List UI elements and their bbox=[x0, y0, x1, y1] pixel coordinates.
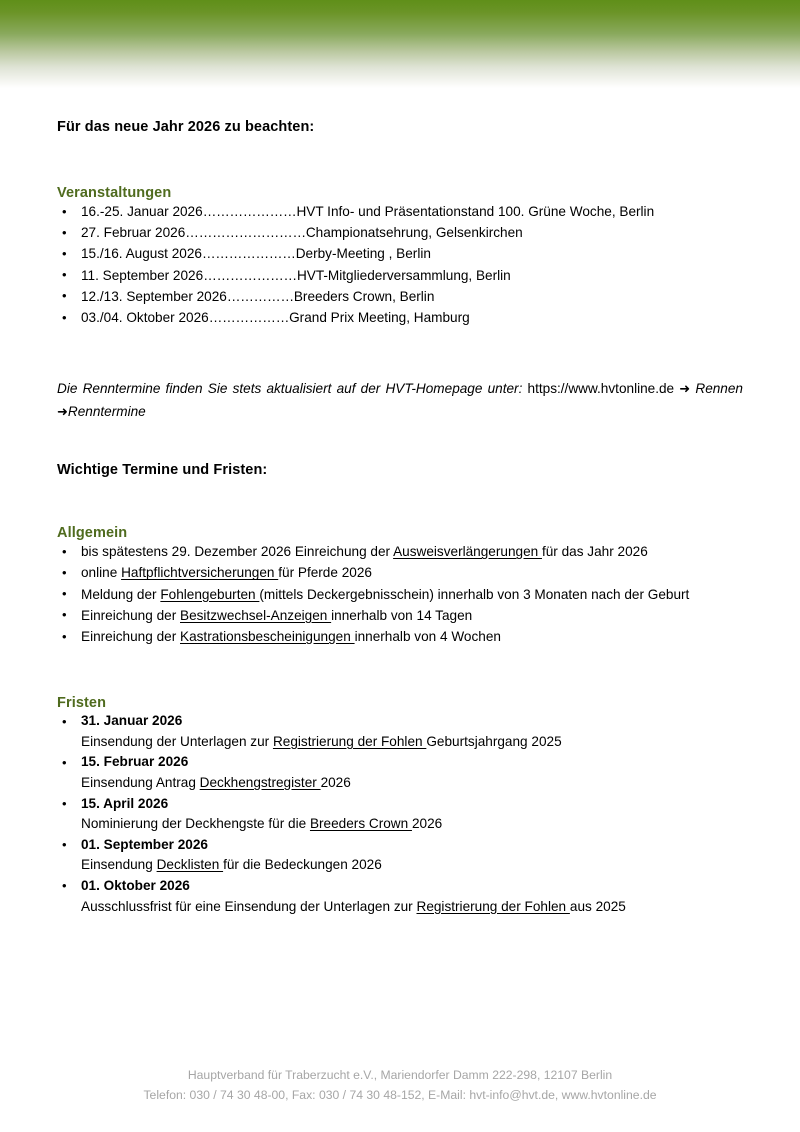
event-dots: ………………… bbox=[203, 267, 297, 283]
text-before: Meldung der bbox=[81, 586, 161, 602]
text-before: Einsendung der Unterlagen zur bbox=[81, 733, 273, 749]
text-after: für die Bedeckungen 2026 bbox=[223, 857, 382, 873]
text-after: für Pferde 2026 bbox=[278, 565, 372, 581]
event-date: 16.-25. Januar 2026 bbox=[81, 204, 203, 219]
spacer bbox=[57, 647, 743, 695]
arrow-right-icon: ➜ bbox=[679, 382, 691, 398]
list-item bbox=[57, 626, 743, 647]
text-before: Nominierung der Deckhengste für die bbox=[81, 816, 310, 832]
highlighted-term: Registrierung der Fohlen bbox=[272, 733, 427, 749]
note-line1: Die Renntermine finden Sie stets aktualisiert auf der HVT-Homepage unter: bbox=[57, 381, 523, 397]
text-before: Einreichung der bbox=[81, 629, 180, 645]
footer-address-line: Hauptverband für Traberzucht e.V., Mariendorfer Damm 222-298, 12107 Berlin bbox=[187, 1068, 613, 1082]
list-item bbox=[57, 605, 743, 626]
deadline-description bbox=[81, 897, 743, 918]
highlighted-term: Kastrationsbescheinigungen bbox=[180, 629, 355, 645]
deadline-date: • 31. Januar 2026 bbox=[81, 713, 183, 729]
list-item bbox=[57, 265, 743, 286]
list-item bbox=[57, 201, 743, 222]
list-item bbox=[57, 752, 743, 793]
footer-contact-line: Telefon: 030 / 74 30 48-00, Fax: 030 / 74 30 48-152, E-Mail: hvt-info@hvt.de, www.hvtonline.de bbox=[143, 1087, 657, 1102]
deadlines-title: Wichtige Termine und Fristen: bbox=[57, 462, 268, 479]
deadline-date: • 15. April 2026 bbox=[81, 795, 169, 811]
event-description: Derby-Meeting , Berlin bbox=[295, 246, 431, 262]
event-description: Breeders Crown, Berlin bbox=[293, 288, 435, 304]
text-before: bis spätestens 29. Dezember 2026 Einreichung der bbox=[81, 544, 394, 560]
list-item bbox=[57, 541, 743, 562]
event-dots: ………………… bbox=[202, 204, 297, 219]
highlighted-term: Haftpflichtversicherungen bbox=[121, 565, 279, 581]
event-date: 12./13. September 2026 bbox=[81, 288, 227, 304]
event-description: Grand Prix Meeting, Hamburg bbox=[289, 310, 470, 326]
hvt-url[interactable]: https://www.hvtonline.de bbox=[527, 381, 675, 397]
deadlines-list bbox=[57, 711, 743, 917]
text-before: online bbox=[81, 565, 122, 581]
text-before: Einsendung Antrag bbox=[81, 775, 200, 791]
list-item bbox=[57, 222, 743, 243]
spacer bbox=[57, 423, 743, 462]
general-requirements-list bbox=[57, 541, 743, 647]
page-title: Für das neue Jahr 2026 zu beachten: bbox=[57, 119, 315, 135]
spacer bbox=[57, 478, 743, 525]
deadline-date: • 01. Oktober 2026 bbox=[81, 877, 190, 893]
note-link-rennen[interactable]: Rennen bbox=[695, 381, 743, 397]
event-dots: ………………… bbox=[201, 246, 296, 262]
text-before: Einreichung der bbox=[81, 607, 180, 623]
events-list bbox=[57, 201, 743, 328]
event-dots: …………… bbox=[226, 288, 294, 304]
text-before: Einsendung bbox=[81, 857, 157, 873]
section-heading-fristen: Fristen bbox=[57, 695, 107, 712]
event-date: 03./04. Oktober 2026 bbox=[81, 310, 209, 326]
text-before: Ausschlussfrist für eine Einsendung der Unterlagen zur bbox=[81, 898, 417, 914]
event-dots: ……………………… bbox=[185, 225, 306, 241]
deadline-description bbox=[81, 732, 743, 753]
list-item bbox=[57, 584, 743, 605]
list-item bbox=[57, 286, 743, 307]
arrow-right-icon: ➜ bbox=[57, 404, 68, 420]
section-heading-allgemein: Allgemein bbox=[57, 525, 128, 542]
text-after: 2026 bbox=[320, 775, 351, 791]
note-link-renntermine[interactable]: Renntermine bbox=[67, 403, 146, 419]
highlighted-term: Registrierung der Fohlen bbox=[416, 898, 570, 914]
document-page bbox=[0, 88, 800, 1032]
text-after: Geburtsjahrgang 2025 bbox=[426, 733, 562, 749]
text-after: 2026 bbox=[411, 816, 443, 832]
event-dots: ……………… bbox=[208, 310, 290, 326]
renntermine-note bbox=[57, 378, 743, 423]
text-after: (mittels Deckergebnisschein) innerhalb von 3 Monaten nach der Geburt bbox=[259, 586, 690, 602]
deadline-description bbox=[81, 814, 743, 835]
deadline-date: • 15. Februar 2026 bbox=[81, 754, 189, 770]
highlighted-term: Deckhengstregister bbox=[199, 775, 321, 791]
highlighted-term: Breeders Crown bbox=[309, 816, 412, 832]
list-item bbox=[57, 835, 743, 876]
event-description: Championatsehrung, Gelsenkirchen bbox=[305, 225, 523, 241]
event-date: 15./16. August 2026 bbox=[81, 246, 202, 262]
page-footer bbox=[0, 1066, 800, 1105]
deadline-description bbox=[81, 773, 743, 794]
list-item bbox=[57, 876, 743, 917]
event-date: 27. Februar 2026 bbox=[81, 225, 186, 241]
highlighted-term: Besitzwechsel-Anzeigen bbox=[180, 607, 332, 623]
highlighted-term: Decklisten bbox=[156, 857, 224, 873]
event-description: HVT Info- und Präsentationstand 100. Grüne Woche, Berlin bbox=[296, 204, 655, 219]
deadline-description bbox=[81, 855, 743, 876]
list-item bbox=[57, 794, 743, 835]
text-after: für das Jahr 2026 bbox=[541, 544, 648, 560]
spacer bbox=[57, 328, 743, 378]
section-heading-veranstaltungen: Veranstaltungen bbox=[57, 185, 172, 201]
highlighted-term: Ausweisverlängerungen bbox=[393, 544, 542, 560]
text-after: innerhalb von 14 Tagen bbox=[331, 607, 473, 623]
text-after: aus 2025 bbox=[569, 898, 626, 914]
list-item bbox=[57, 243, 743, 264]
deadline-date: • 01. September 2026 bbox=[81, 836, 208, 852]
event-description: HVT-Mitgliederversammlung, Berlin bbox=[296, 267, 511, 283]
list-item bbox=[57, 711, 743, 752]
event-date: 11. September 2026 bbox=[81, 267, 204, 283]
header-green-gradient-band bbox=[0, 0, 800, 88]
text-after: innerhalb von 4 Wochen bbox=[354, 629, 501, 645]
list-item bbox=[57, 307, 743, 328]
list-item bbox=[57, 562, 743, 583]
highlighted-term: Fohlengeburten bbox=[160, 586, 260, 602]
